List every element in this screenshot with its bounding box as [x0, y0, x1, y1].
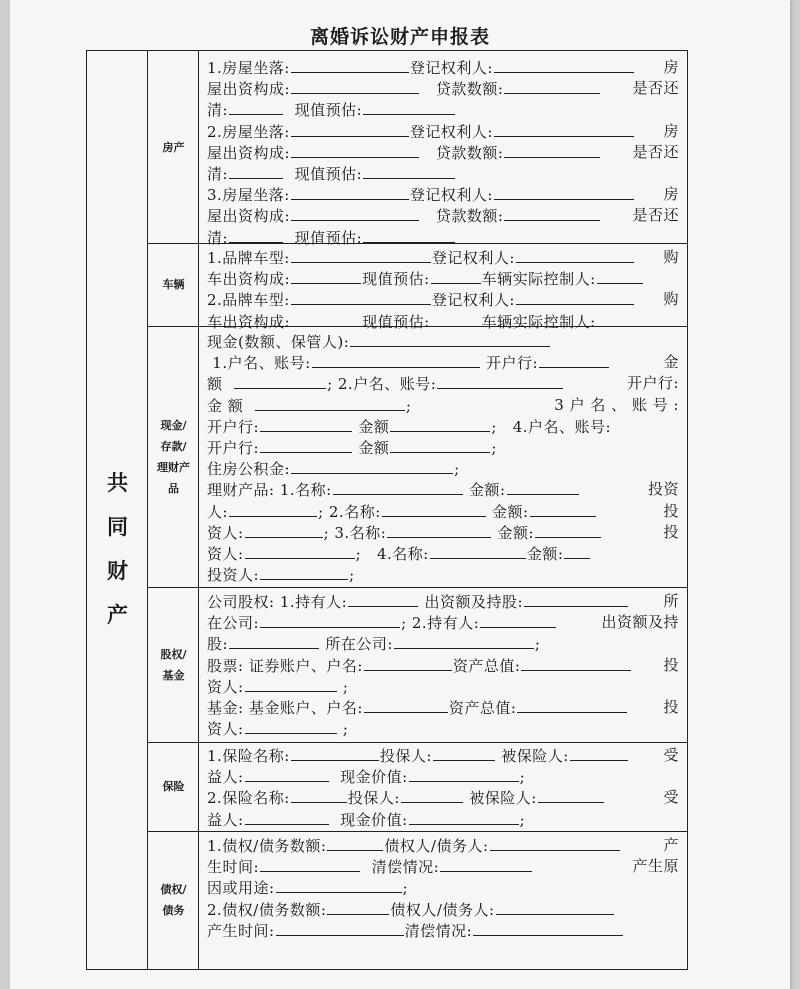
house-owner-field[interactable]	[494, 57, 634, 73]
product-name-field[interactable]	[333, 479, 463, 495]
housing-fund-field[interactable]	[291, 458, 453, 474]
property-table	[86, 50, 688, 970]
policyholder-field[interactable]	[401, 787, 463, 803]
vehicle-owner-field[interactable]	[516, 247, 634, 263]
occurrence-time-field[interactable]	[260, 856, 360, 872]
vehicle-owner-field[interactable]	[516, 289, 634, 305]
vehicle-brand-field[interactable]	[291, 247, 431, 263]
vehicle-section: 1.品牌车型: 登记权利人: 购 车出资构成: 现值预估: 车辆实际控制人: 2.品牌车型: 登记权利人: 购 车出资构成: 现值预估: 车辆实际控制人:	[207, 248, 679, 331]
creditor-debtor-field[interactable]	[490, 835, 620, 851]
cash-section: 现金(数额、保管人): 1.户名、账号: 开户行: 金 额 ; 2.户名、账号: 开户行: 金 额 ; 3 户 名 、 账 号 : 开户行: 金额 ; 4.户名、账号: 开户行: 金额 ; 住房公积金: ; 理财产品: 1.名称: 金额: 投资 人: ; 2.名称: 金额: 投 资人: ; 3.名称: 金额: 投 资人: ; 4.名称: 金额: 投资人: ;	[207, 333, 679, 585]
investor-field[interactable]	[245, 718, 337, 734]
row-divider	[148, 587, 687, 588]
vehicle-value-field[interactable]	[431, 311, 481, 327]
joint-property-label	[87, 461, 148, 637]
house-repaid-field[interactable]	[229, 163, 283, 179]
amount-field[interactable]	[390, 437, 490, 453]
category-vehicle: 车辆	[162, 278, 185, 291]
amount-field[interactable]	[255, 395, 405, 411]
account-field[interactable]	[312, 352, 480, 368]
repayment-field[interactable]	[440, 856, 532, 872]
house-address-field[interactable]	[291, 57, 409, 73]
cash-amount-field[interactable]	[350, 331, 550, 347]
vehicle-value-field[interactable]	[431, 268, 481, 284]
occurrence-time-field[interactable]	[276, 920, 404, 936]
joint-property-char: 产	[107, 602, 128, 627]
form-title: 离婚诉讼财产申报表	[309, 26, 490, 48]
bank-field[interactable]	[260, 416, 352, 432]
holder-field[interactable]	[348, 591, 418, 607]
house-funding-field[interactable]	[291, 142, 419, 158]
investor-field[interactable]	[229, 501, 317, 517]
holder-field[interactable]	[480, 612, 556, 628]
equity-section: 公司股权: 1.持有人: 出资额及持股: 所 在公司: ; 2.持有人: 出资额及持 股: 所在公司: ; 股票: 证券账户、户名: 资产总值: 投 资人: ; 基金: 基金账户、户名: 资产总值: 投 资人: ;	[207, 592, 679, 739]
bank-field[interactable]	[539, 352, 609, 368]
amount-field[interactable]	[390, 416, 490, 432]
category-insurance: 保险	[162, 780, 185, 793]
row-divider	[148, 742, 687, 743]
debt-section: 1.债权/债务数额: 债权人/债务人: 产 生时间: 清偿情况: 产生原 因或用途: ; 2.债权/债务数额: 债权人/债务人: 产生时间: 清偿情况:	[207, 836, 679, 940]
joint-property-column	[87, 51, 148, 969]
category-debt: 债权/ 债务	[160, 883, 187, 917]
amount-field[interactable]	[535, 522, 601, 538]
row-divider	[148, 831, 687, 832]
vehicle-funding-field[interactable]	[291, 311, 361, 327]
beneficiary-field[interactable]	[245, 809, 329, 825]
product-name-field[interactable]	[387, 522, 491, 538]
form-sheet	[10, 0, 790, 989]
investor-field[interactable]	[245, 543, 355, 559]
house-value-field[interactable]	[363, 99, 455, 115]
house-repaid-field[interactable]	[229, 227, 283, 243]
product-name-field[interactable]	[382, 501, 486, 517]
creditor-debtor-field[interactable]	[496, 899, 614, 915]
insurance-section: 1.保险名称: 投保人: 被保险人: 受 益人: 现金价值: ; 2.保险名称: 投保人: 被保险人: 受 益人: 现金价值: ;	[207, 746, 679, 829]
amount-field[interactable]	[564, 543, 590, 559]
policyholder-field[interactable]	[433, 745, 495, 761]
amount-field[interactable]	[234, 373, 326, 389]
house-address-field[interactable]	[291, 184, 409, 200]
house-section: 1.房屋坐落: 登记权利人: 房 屋出资构成: 贷款数额: 是否还 清: 现值预估: 2.房屋坐落: 登记权利人: 房 屋出资构成: 贷款数额: 是否还 清: 现值预估: 3.房屋坐落: 登记权利人: 房 屋出资构成: 贷款数额: 是否还 清: 现值预估:	[207, 58, 679, 247]
debt-amount-field[interactable]	[327, 899, 389, 915]
amount-field[interactable]	[507, 479, 579, 495]
insurance-name-field[interactable]	[291, 745, 379, 761]
joint-property-char: 同	[107, 514, 128, 539]
category-equity: 股权/ 基金	[160, 647, 187, 682]
house-repaid-field[interactable]	[229, 99, 283, 115]
house-funding-field[interactable]	[291, 205, 419, 221]
house-address-field[interactable]	[291, 121, 409, 137]
cash-value-field[interactable]	[409, 809, 519, 825]
category-cash: 现金/ 存款/ 理财产 品	[157, 418, 190, 495]
fund-account-field[interactable]	[364, 697, 448, 713]
repayment-field[interactable]	[473, 920, 623, 936]
company-field[interactable]	[394, 633, 534, 649]
house-loan-field[interactable]	[504, 78, 600, 94]
investor-field[interactable]	[245, 676, 337, 692]
vehicle-brand-field[interactable]	[291, 289, 431, 305]
total-assets-field[interactable]	[517, 697, 627, 713]
joint-property-char: 财	[107, 558, 128, 583]
house-loan-field[interactable]	[504, 205, 600, 221]
amount-field[interactable]	[530, 501, 596, 517]
account-field[interactable]	[437, 373, 563, 389]
house-loan-field[interactable]	[504, 142, 600, 158]
vehicle-controller-field[interactable]	[597, 268, 643, 284]
house-value-field[interactable]	[363, 163, 455, 179]
category-house: 房产	[162, 140, 185, 154]
house-value-field[interactable]	[363, 227, 455, 243]
investor-field[interactable]	[245, 522, 323, 538]
joint-property-char: 共	[107, 470, 128, 495]
vehicle-funding-field[interactable]	[291, 268, 361, 284]
house-owner-field[interactable]	[494, 184, 634, 200]
house-owner-field[interactable]	[494, 121, 634, 137]
bank-field[interactable]	[260, 437, 352, 453]
purpose-field[interactable]	[276, 877, 402, 893]
total-assets-field[interactable]	[521, 655, 631, 671]
insurance-name-field[interactable]	[291, 787, 347, 803]
beneficiary-field[interactable]	[245, 766, 329, 782]
shareholding-field[interactable]	[229, 633, 319, 649]
house-funding-field[interactable]	[291, 78, 419, 94]
insured-field[interactable]	[538, 787, 604, 803]
securities-account-field[interactable]	[364, 655, 452, 671]
company-field[interactable]	[260, 612, 400, 628]
product-name-field[interactable]	[430, 543, 526, 559]
debt-amount-field[interactable]	[327, 835, 383, 851]
contribution-field[interactable]	[524, 591, 628, 607]
investor-field[interactable]	[260, 564, 348, 580]
insured-field[interactable]	[570, 745, 628, 761]
vehicle-controller-field[interactable]	[597, 311, 637, 327]
cash-value-field[interactable]	[409, 766, 519, 782]
